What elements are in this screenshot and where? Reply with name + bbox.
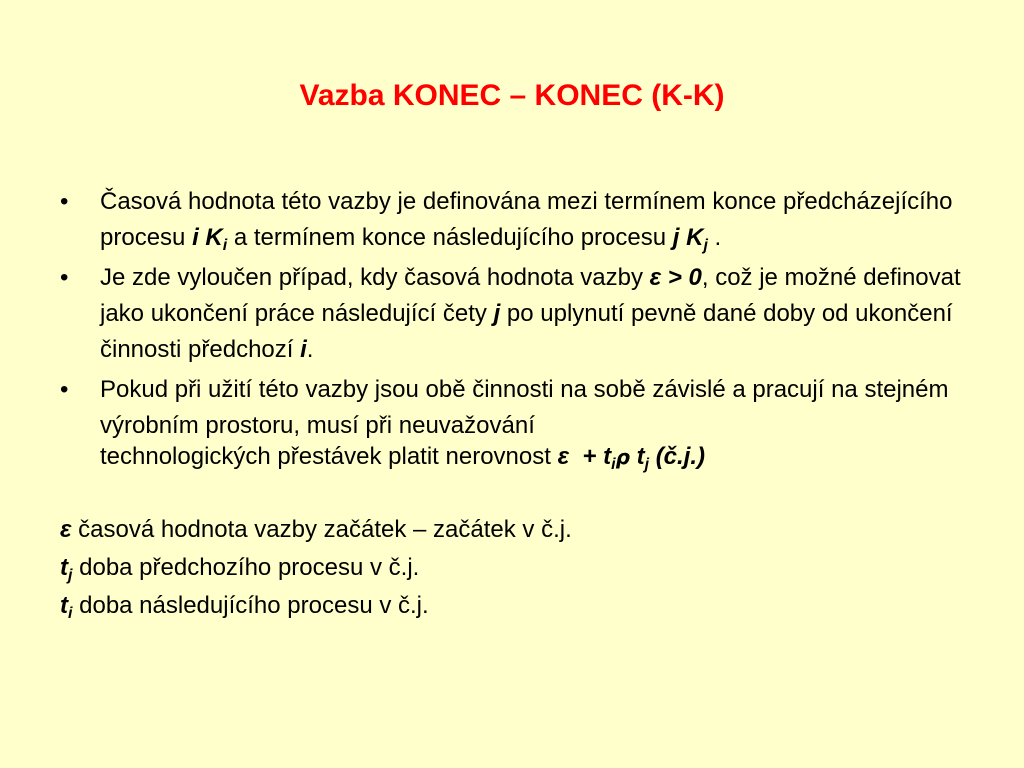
bullet-text: Je zde vyloučen případ, kdy časová hodnota vazby	[100, 264, 650, 291]
bullet-list	[60, 184, 980, 474]
bullet-text: a termínem konce následujícího procesu	[227, 224, 673, 251]
bullet-text: .	[306, 336, 314, 363]
slide-title: Vazba KONEC – KONEC (K-K)	[299, 79, 725, 112]
subscript-i: i	[222, 237, 228, 254]
def-subscript: i	[68, 605, 73, 622]
var-i: i	[300, 336, 307, 363]
bullet-text: .	[707, 224, 722, 251]
bullet-text: , což je možné definovat jako ukončení práce následující čety	[100, 264, 961, 327]
bullet-text: Pokud při užití této vazby jsou obě činnosti na sobě závislé a pracují na stejném výrobním prostoru, musí při neuvažování	[100, 376, 949, 439]
definition-epsilon	[60, 512, 980, 550]
unit-cj: (č.j.)	[655, 443, 706, 470]
definition-ti	[60, 588, 980, 626]
def-symbol: t	[60, 592, 68, 619]
bullet-text: po uplynutí pevně dané doby od ukončení činnosti předchozí	[100, 300, 953, 363]
def-text: doba předchozího procesu v č.j.	[72, 554, 420, 581]
def-text: časová hodnota vazby začátek – začátek v č.j.	[71, 516, 572, 543]
var-j-K: j K	[672, 224, 704, 251]
bullet-line-3	[100, 443, 980, 473]
bullet-text: Časová hodnota této vazby je definována mezi termínem konce předcházejícího procesu	[100, 188, 953, 251]
def-text: doba následujícího procesu v č.j.	[72, 592, 429, 619]
subscript-j: j	[703, 237, 708, 254]
bullet-item-2	[60, 260, 980, 368]
rho-symbol: ρ	[615, 445, 630, 469]
definitions	[60, 512, 980, 626]
definition-tj	[60, 550, 980, 588]
def-symbol: ε	[60, 516, 72, 543]
bullet-marker: •	[60, 188, 69, 215]
bullet-item-3	[60, 372, 980, 473]
var-i-K: i K	[192, 224, 223, 251]
bullet-marker: •	[60, 376, 69, 403]
subscript-i: i	[611, 456, 616, 473]
var-j: j	[493, 300, 501, 327]
bullet-marker: •	[60, 264, 69, 291]
var-epsilon-gt-0: ε > 0	[649, 264, 702, 291]
var-t: t	[636, 443, 645, 470]
subscript-j: j	[644, 456, 650, 473]
def-subscript: j	[68, 567, 73, 584]
bullet-text: technologických přestávek platit nerovnost	[100, 443, 558, 470]
var-plus-t: + t	[582, 443, 612, 470]
bullet-item-1	[60, 184, 980, 256]
var-epsilon: ε	[557, 443, 570, 470]
def-symbol: t	[60, 554, 68, 581]
